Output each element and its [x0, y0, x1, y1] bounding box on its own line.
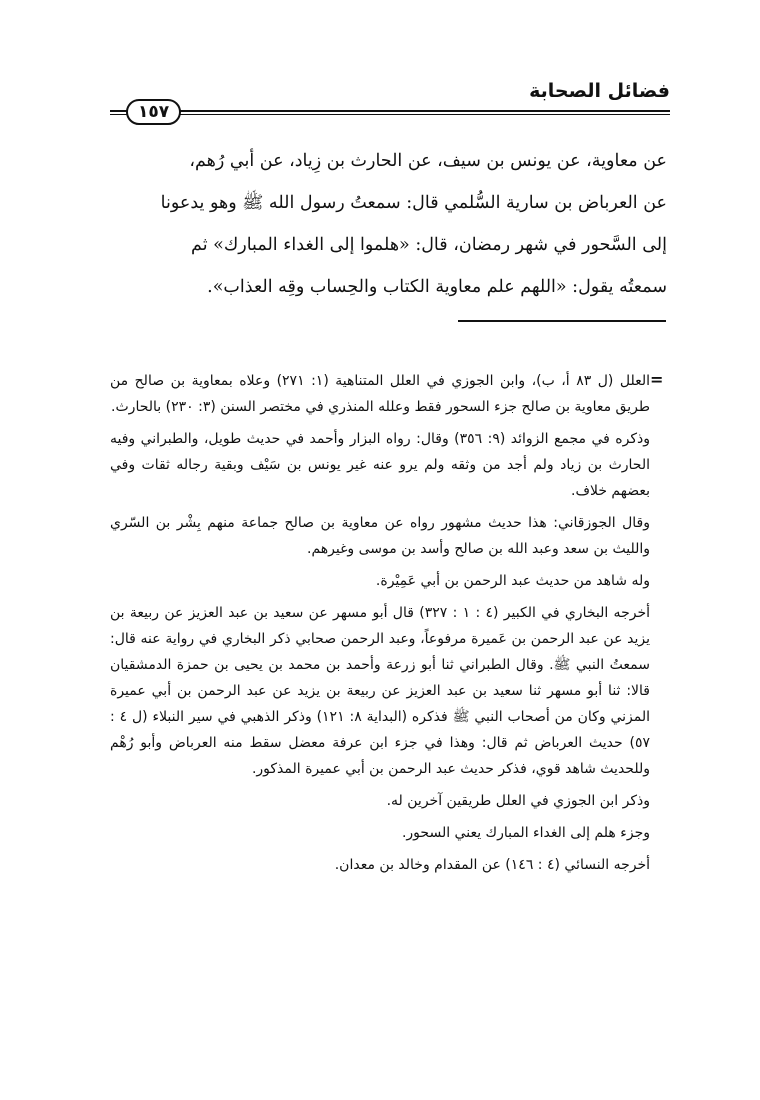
- header-title: فضائل الصحابة: [529, 80, 670, 102]
- footnote-paragraph: أخرجه البخاري في الكبير (٤ : ١ : ٣٢٧) قال أبو مسهر عن سعيد بن عبد العزيز عن ربيعة بن يزيد عن عبد الرحمن بن عَميرة مرفوعاً، وعبد الرحمن صحابي ذكر البخاري في رواية عنه قال: سمعتُ النبي ﷺ. وقال الطبراني ثنا أبو زرعة وأحمد بن محمد بن يحيى بن حمزة الدمشقيان قالا: ثنا أبو مسهر ثنا سعيد بن عبد العزيز عن ربيعة بن يزيد عن عبد الرحمن بن أبي عميرة المزني وكان من أصحاب النبي ﷺ فذكره (البداية ٨: ١٢١) وذكر الذهبي في سير النبلاء (ل ٤ : ٥٧) حديث العرباض ثم قال: وهذا في جزء ابن عرفة معضل سقط منه العرباض وأبو رُهْم وللحديث شاهد قوي، فذكر حديث عبد الرحمن بن أبي عميرة المذكور.: [110, 605, 651, 777]
- main-line: عن العرباض بن سارية السُّلمي قال: سمعتُ رسول الله ﷺ وهو يدعونا: [160, 193, 667, 213]
- main-line: إلى السَّحور في شهر رمضان، قال: «هلموا إلى الغداء المبارك» ثم: [191, 235, 667, 255]
- footnote-paragraph: وذكره في مجمع الزوائد (٩: ٣٥٦) وقال: رواه البزار وأحمد في حديث طويل، والطبراني وفيه الحارث بن زياد ولم أجد من وثقه ولم يرو عنه غير يونس بن سَيْف وبقية رجاله ثقات وفي بعضهم خلاف.: [110, 431, 650, 499]
- footnote-paragraph: وجزء هلم إلى الغداء المبارك يعني السحور.: [401, 825, 650, 841]
- main-line: عن معاوية، عن يونس بن سيف، عن الحارث بن زِياد، عن أبي رُهم،: [189, 151, 667, 171]
- page-number: ١٥٧: [126, 99, 181, 125]
- footnote-paragraph: وله شاهد من حديث عبد الرحمن بن أبي عَمِيْرة.: [375, 573, 650, 589]
- main-text: [110, 140, 667, 308]
- footnote-paragraph: العلل (ل ٨٣ أ، ب)، وابن الجوزي في العلل المتناهية (١: ٢٧١) وعلاه بمعاوية بن صالح من طريق معاوية بن صالح جزء السحور فقط وعلله المنذري في مختصر السنن (٣: ٢٣٠) بالحارث.: [110, 373, 650, 415]
- footnote-separator: [458, 320, 666, 322]
- footnote-paragraph: وذكر ابن الجوزي في العلل طريقين آخرين له.: [386, 793, 650, 809]
- main-line: سمعتُه يقول: «اللهم علم معاوية الكتاب والحِساب وقِه العذاب».: [207, 277, 667, 297]
- footnotes: [110, 368, 650, 884]
- continuation-marker: =: [650, 370, 664, 389]
- footnote-paragraph: أخرجه النسائي (٤ : ١٤٦) عن المقدام وخالد بن معدان.: [334, 857, 650, 873]
- header-rule: [110, 110, 670, 115]
- footnote-paragraph: وقال الجوزقاني: هذا حديث مشهور رواه عن معاوية بن صالح جماعة منهم بِشْر بن السّري والليث بن سعد وعبد الله بن صالح وأسد بن موسى وغيرهم.: [110, 515, 650, 557]
- running-header: [110, 80, 670, 120]
